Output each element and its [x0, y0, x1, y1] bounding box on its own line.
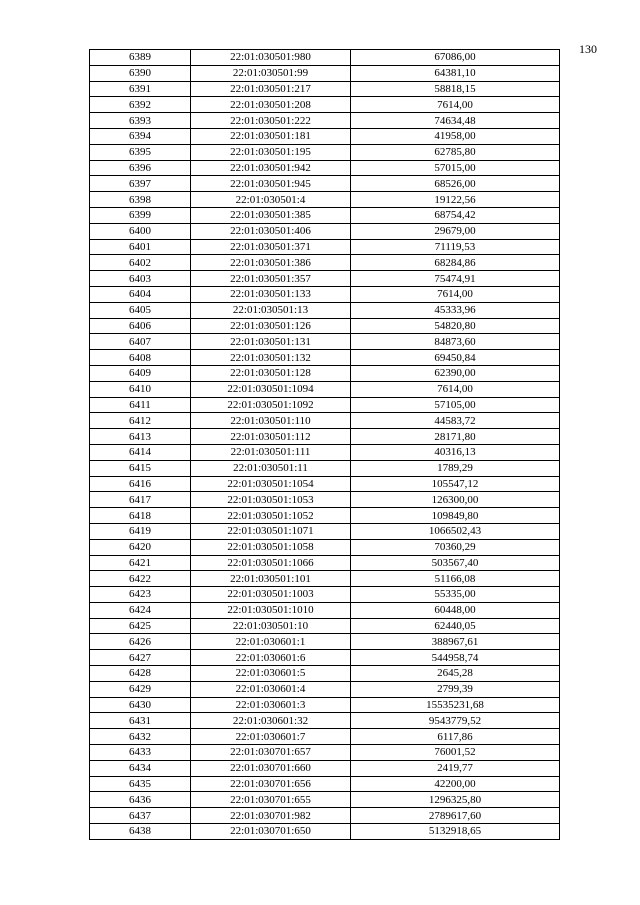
table-row	[90, 97, 560, 113]
row-number-cell: 6407	[90, 334, 191, 350]
table-row	[90, 128, 560, 144]
table-row	[90, 334, 560, 350]
cadastral-value-cell: 5132918,65	[351, 824, 560, 840]
cadastral-number-cell: 22:01:030601:4	[191, 681, 351, 697]
table-row	[90, 192, 560, 208]
row-number-cell: 6413	[90, 429, 191, 445]
table-row	[90, 397, 560, 413]
cadastral-number-cell: 22:01:030701:650	[191, 824, 351, 840]
cadastral-number-cell: 22:01:030501:222	[191, 113, 351, 129]
cadastral-value-table	[89, 49, 560, 840]
cadastral-number-cell: 22:01:030501:208	[191, 97, 351, 113]
table-row	[90, 223, 560, 239]
table-row	[90, 365, 560, 381]
row-number-cell: 6403	[90, 271, 191, 287]
cadastral-number-cell: 22:01:030501:1092	[191, 397, 351, 413]
cadastral-number-cell: 22:01:030501:4	[191, 192, 351, 208]
row-number-cell: 6398	[90, 192, 191, 208]
cadastral-value-cell: 1296325,80	[351, 792, 560, 808]
table-row	[90, 413, 560, 429]
cadastral-number-cell: 22:01:030501:132	[191, 350, 351, 366]
cadastral-number-cell: 22:01:030501:1066	[191, 555, 351, 571]
cadastral-value-cell: 29679,00	[351, 223, 560, 239]
table-row	[90, 492, 560, 508]
row-number-cell: 6396	[90, 160, 191, 176]
cadastral-value-cell: 84873,60	[351, 334, 560, 350]
cadastral-value-cell: 62440,05	[351, 618, 560, 634]
cadastral-value-cell: 74634,48	[351, 113, 560, 129]
table-row	[90, 760, 560, 776]
row-number-cell: 6416	[90, 476, 191, 492]
table-row	[90, 824, 560, 840]
table-row	[90, 681, 560, 697]
cadastral-number-cell: 22:01:030501:131	[191, 334, 351, 350]
cadastral-value-cell: 9543779,52	[351, 713, 560, 729]
table-row	[90, 666, 560, 682]
cadastral-number-cell: 22:01:030501:980	[191, 50, 351, 66]
row-number-cell: 6428	[90, 666, 191, 682]
cadastral-value-cell: 7614,00	[351, 286, 560, 302]
row-number-cell: 6412	[90, 413, 191, 429]
cadastral-value-cell: 68754,42	[351, 207, 560, 223]
table-row	[90, 618, 560, 634]
row-number-cell: 6438	[90, 824, 191, 840]
table-row	[90, 239, 560, 255]
cadastral-value-cell: 2789617,60	[351, 808, 560, 824]
cadastral-value-cell: 60448,00	[351, 602, 560, 618]
cadastral-number-cell: 22:01:030501:1010	[191, 602, 351, 618]
table-row	[90, 602, 560, 618]
row-number-cell: 6411	[90, 397, 191, 413]
cadastral-number-cell: 22:01:030501:371	[191, 239, 351, 255]
cadastral-value-cell: 57105,00	[351, 397, 560, 413]
row-number-cell: 6392	[90, 97, 191, 113]
cadastral-number-cell: 22:01:030501:111	[191, 444, 351, 460]
row-number-cell: 6397	[90, 176, 191, 192]
table-row	[90, 429, 560, 445]
cadastral-number-cell: 22:01:030501:133	[191, 286, 351, 302]
row-number-cell: 6417	[90, 492, 191, 508]
cadastral-number-cell: 22:01:030501:1054	[191, 476, 351, 492]
cadastral-value-cell: 109849,80	[351, 508, 560, 524]
cadastral-number-cell: 22:01:030701:655	[191, 792, 351, 808]
cadastral-value-cell: 69450,84	[351, 350, 560, 366]
cadastral-number-cell: 22:01:030501:128	[191, 365, 351, 381]
row-number-cell: 6406	[90, 318, 191, 334]
row-number-cell: 6401	[90, 239, 191, 255]
cadastral-number-cell: 22:01:030501:406	[191, 223, 351, 239]
cadastral-value-cell: 55335,00	[351, 587, 560, 603]
row-number-cell: 6434	[90, 760, 191, 776]
table-row	[90, 571, 560, 587]
table-row	[90, 50, 560, 66]
cadastral-value-cell: 67086,00	[351, 50, 560, 66]
table-row	[90, 745, 560, 761]
row-number-cell: 6436	[90, 792, 191, 808]
cadastral-number-cell: 22:01:030501:945	[191, 176, 351, 192]
row-number-cell: 6433	[90, 745, 191, 761]
cadastral-number-cell: 22:01:030501:386	[191, 255, 351, 271]
row-number-cell: 6389	[90, 50, 191, 66]
cadastral-value-cell: 68284,86	[351, 255, 560, 271]
row-number-cell: 6408	[90, 350, 191, 366]
row-number-cell: 6394	[90, 128, 191, 144]
row-number-cell: 6399	[90, 207, 191, 223]
cadastral-number-cell: 22:01:030501:1003	[191, 587, 351, 603]
cadastral-value-cell: 76001,52	[351, 745, 560, 761]
cadastral-number-cell: 22:01:030501:1053	[191, 492, 351, 508]
cadastral-value-cell: 7614,00	[351, 97, 560, 113]
cadastral-number-cell: 22:01:030501:1094	[191, 381, 351, 397]
row-number-cell: 6405	[90, 302, 191, 318]
table-row	[90, 555, 560, 571]
table-row	[90, 381, 560, 397]
cadastral-number-cell: 22:01:030701:657	[191, 745, 351, 761]
row-number-cell: 6419	[90, 523, 191, 539]
cadastral-value-cell: 388967,61	[351, 634, 560, 650]
table-row	[90, 65, 560, 81]
row-number-cell: 6435	[90, 776, 191, 792]
table-row	[90, 286, 560, 302]
cadastral-number-cell: 22:01:030601:1	[191, 634, 351, 650]
cadastral-value-cell: 75474,91	[351, 271, 560, 287]
cadastral-value-cell: 1789,29	[351, 460, 560, 476]
table-row	[90, 271, 560, 287]
cadastral-number-cell: 22:01:030601:5	[191, 666, 351, 682]
row-number-cell: 6409	[90, 365, 191, 381]
table-row	[90, 587, 560, 603]
cadastral-value-cell: 2645,28	[351, 666, 560, 682]
table-row	[90, 113, 560, 129]
table-row	[90, 792, 560, 808]
cadastral-number-cell: 22:01:030601:3	[191, 697, 351, 713]
table-row	[90, 444, 560, 460]
table-row	[90, 476, 560, 492]
table-row	[90, 207, 560, 223]
row-number-cell: 6410	[90, 381, 191, 397]
cadastral-value-cell: 62785,80	[351, 144, 560, 160]
cadastral-value-cell: 105547,12	[351, 476, 560, 492]
row-number-cell: 6426	[90, 634, 191, 650]
table-row	[90, 176, 560, 192]
cadastral-value-cell: 2419,77	[351, 760, 560, 776]
cadastral-number-cell: 22:01:030501:357	[191, 271, 351, 287]
cadastral-value-cell: 6117,86	[351, 729, 560, 745]
row-number-cell: 6421	[90, 555, 191, 571]
row-number-cell: 6427	[90, 650, 191, 666]
cadastral-number-cell: 22:01:030501:10	[191, 618, 351, 634]
row-number-cell: 6390	[90, 65, 191, 81]
cadastral-number-cell: 22:01:030501:217	[191, 81, 351, 97]
cadastral-number-cell: 22:01:030501:110	[191, 413, 351, 429]
cadastral-number-cell: 22:01:030501:195	[191, 144, 351, 160]
cadastral-value-cell: 57015,00	[351, 160, 560, 176]
cadastral-value-cell: 544958,74	[351, 650, 560, 666]
row-number-cell: 6395	[90, 144, 191, 160]
table-row	[90, 255, 560, 271]
cadastral-value-cell: 28171,80	[351, 429, 560, 445]
cadastral-value-cell: 1066502,43	[351, 523, 560, 539]
cadastral-value-cell: 44583,72	[351, 413, 560, 429]
table-row	[90, 318, 560, 334]
cadastral-number-cell: 22:01:030501:1052	[191, 508, 351, 524]
row-number-cell: 6420	[90, 539, 191, 555]
cadastral-value-cell: 45333,96	[351, 302, 560, 318]
row-number-cell: 6430	[90, 697, 191, 713]
table-row	[90, 160, 560, 176]
table-row	[90, 650, 560, 666]
cadastral-value-cell: 71119,53	[351, 239, 560, 255]
cadastral-number-cell: 22:01:030501:942	[191, 160, 351, 176]
cadastral-value-cell: 68526,00	[351, 176, 560, 192]
row-number-cell: 6432	[90, 729, 191, 745]
cadastral-number-cell: 22:01:030501:385	[191, 207, 351, 223]
table-row	[90, 776, 560, 792]
row-number-cell: 6429	[90, 681, 191, 697]
table-row	[90, 350, 560, 366]
cadastral-number-cell: 22:01:030501:101	[191, 571, 351, 587]
table-row	[90, 81, 560, 97]
cadastral-number-cell: 22:01:030601:6	[191, 650, 351, 666]
cadastral-value-cell: 2799,39	[351, 681, 560, 697]
table-row	[90, 302, 560, 318]
table-row	[90, 508, 560, 524]
cadastral-value-cell: 58818,15	[351, 81, 560, 97]
cadastral-number-cell: 22:01:030701:660	[191, 760, 351, 776]
cadastral-value-cell: 19122,56	[351, 192, 560, 208]
cadastral-number-cell: 22:01:030501:11	[191, 460, 351, 476]
cadastral-number-cell: 22:01:030501:1071	[191, 523, 351, 539]
cadastral-number-cell: 22:01:030501:1058	[191, 539, 351, 555]
cadastral-number-cell: 22:01:030501:112	[191, 429, 351, 445]
row-number-cell: 6391	[90, 81, 191, 97]
cadastral-value-cell: 40316,13	[351, 444, 560, 460]
row-number-cell: 6415	[90, 460, 191, 476]
table-row	[90, 634, 560, 650]
cadastral-number-cell: 22:01:030501:126	[191, 318, 351, 334]
cadastral-value-cell: 41958,00	[351, 128, 560, 144]
row-number-cell: 6425	[90, 618, 191, 634]
row-number-cell: 6437	[90, 808, 191, 824]
cadastral-number-cell: 22:01:030501:181	[191, 128, 351, 144]
cadastral-number-cell: 22:01:030501:13	[191, 302, 351, 318]
row-number-cell: 6414	[90, 444, 191, 460]
cadastral-value-cell: 62390,00	[351, 365, 560, 381]
row-number-cell: 6424	[90, 602, 191, 618]
row-number-cell: 6423	[90, 587, 191, 603]
table-row	[90, 539, 560, 555]
row-number-cell: 6393	[90, 113, 191, 129]
table-row	[90, 144, 560, 160]
row-number-cell: 6418	[90, 508, 191, 524]
cadastral-value-cell: 15535231,68	[351, 697, 560, 713]
page-number: 130	[579, 42, 597, 56]
table-row	[90, 713, 560, 729]
cadastral-number-cell: 22:01:030601:32	[191, 713, 351, 729]
cadastral-value-cell: 42200,00	[351, 776, 560, 792]
table-row	[90, 523, 560, 539]
row-number-cell: 6400	[90, 223, 191, 239]
row-number-cell: 6431	[90, 713, 191, 729]
table-row	[90, 808, 560, 824]
table-row	[90, 460, 560, 476]
cadastral-value-cell: 64381,10	[351, 65, 560, 81]
cadastral-value-cell: 54820,80	[351, 318, 560, 334]
cadastral-number-cell: 22:01:030601:7	[191, 729, 351, 745]
row-number-cell: 6404	[90, 286, 191, 302]
cadastral-value-cell: 70360,29	[351, 539, 560, 555]
cadastral-value-cell: 503567,40	[351, 555, 560, 571]
table-body	[90, 50, 560, 840]
table-row	[90, 729, 560, 745]
cadastral-value-cell: 51166,08	[351, 571, 560, 587]
table-row	[90, 697, 560, 713]
cadastral-number-cell: 22:01:030701:656	[191, 776, 351, 792]
row-number-cell: 6402	[90, 255, 191, 271]
cadastral-number-cell: 22:01:030501:99	[191, 65, 351, 81]
cadastral-number-cell: 22:01:030701:982	[191, 808, 351, 824]
cadastral-value-cell: 7614,00	[351, 381, 560, 397]
cadastral-value-cell: 126300,00	[351, 492, 560, 508]
row-number-cell: 6422	[90, 571, 191, 587]
